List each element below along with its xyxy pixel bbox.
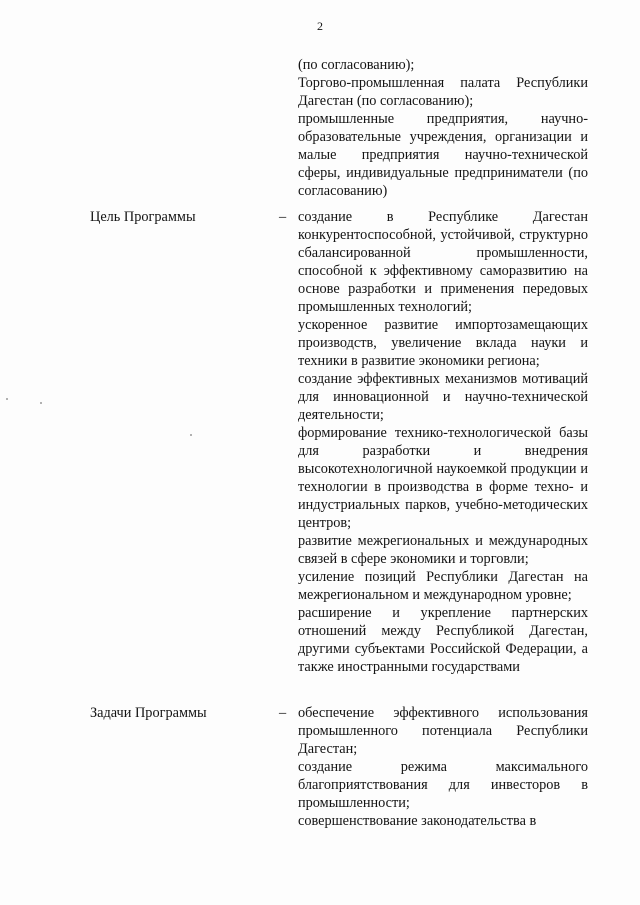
list-item: создание эффективных механизмов мотиваций для инновационной и научно-технической деятельности; xyxy=(298,371,588,423)
list-item: усиление позиций Республики Дагестан на межрегиональном и международном уровне; xyxy=(298,569,588,603)
section-dash: – xyxy=(279,705,287,721)
scan-speck xyxy=(190,434,192,436)
scan-speck xyxy=(6,398,8,400)
list-item: формирование технико-технологической базы для разработки и внедрения высокотехнологичной наукоемкой продукции и технологии в производства в форме техно- и индустриальных парков, учебно-методических центров; xyxy=(298,425,588,531)
page-number: 2 xyxy=(317,19,323,33)
list-item: ускоренное развитие импортозамещающих производств, увеличение вклада науки и техники в развитие экономики региона; xyxy=(298,317,588,369)
text-line: Торгово-промышленная палата Республики Дагестан (по согласованию); xyxy=(298,75,588,109)
goal-items xyxy=(298,208,588,676)
list-item: развитие межрегиональных и международных связей в сфере экономики и торговли; xyxy=(298,533,588,567)
section-label-tasks: Задачи Программы xyxy=(90,705,207,721)
scan-speck xyxy=(40,402,42,404)
task-items xyxy=(298,704,588,830)
list-item: совершенствование законодательства в xyxy=(298,813,537,829)
list-item: расширение и укрепление партнерских отношений между Республикой Дагестан, другими субъектами Российской Федерации, а также иностранными государствами xyxy=(298,605,588,675)
list-item: обеспечение эффективного использования промышленного потенциала Республики Дагестан; xyxy=(298,705,588,757)
section-dash: – xyxy=(279,209,287,225)
list-item: создание режима максимального благоприятствования для инвесторов в промышленности; xyxy=(298,759,588,811)
list-item: создание в Республике Дагестан конкурентоспособной, устойчивой, структурно сбалансированной промышленности, способной к эффективному саморазвитию на основе разработки и применения передовых промышленных технологий; xyxy=(298,209,588,315)
top-block xyxy=(298,56,588,200)
section-label-goal: Цель Программы xyxy=(90,209,196,225)
text-line: (по согласованию); xyxy=(298,57,415,73)
text-line: промышленные предприятия, научно-образовательные учреждения, организации и малые предприятия научно-технической сферы, индивидуальные предприниматели (по согласованию) xyxy=(298,111,588,199)
